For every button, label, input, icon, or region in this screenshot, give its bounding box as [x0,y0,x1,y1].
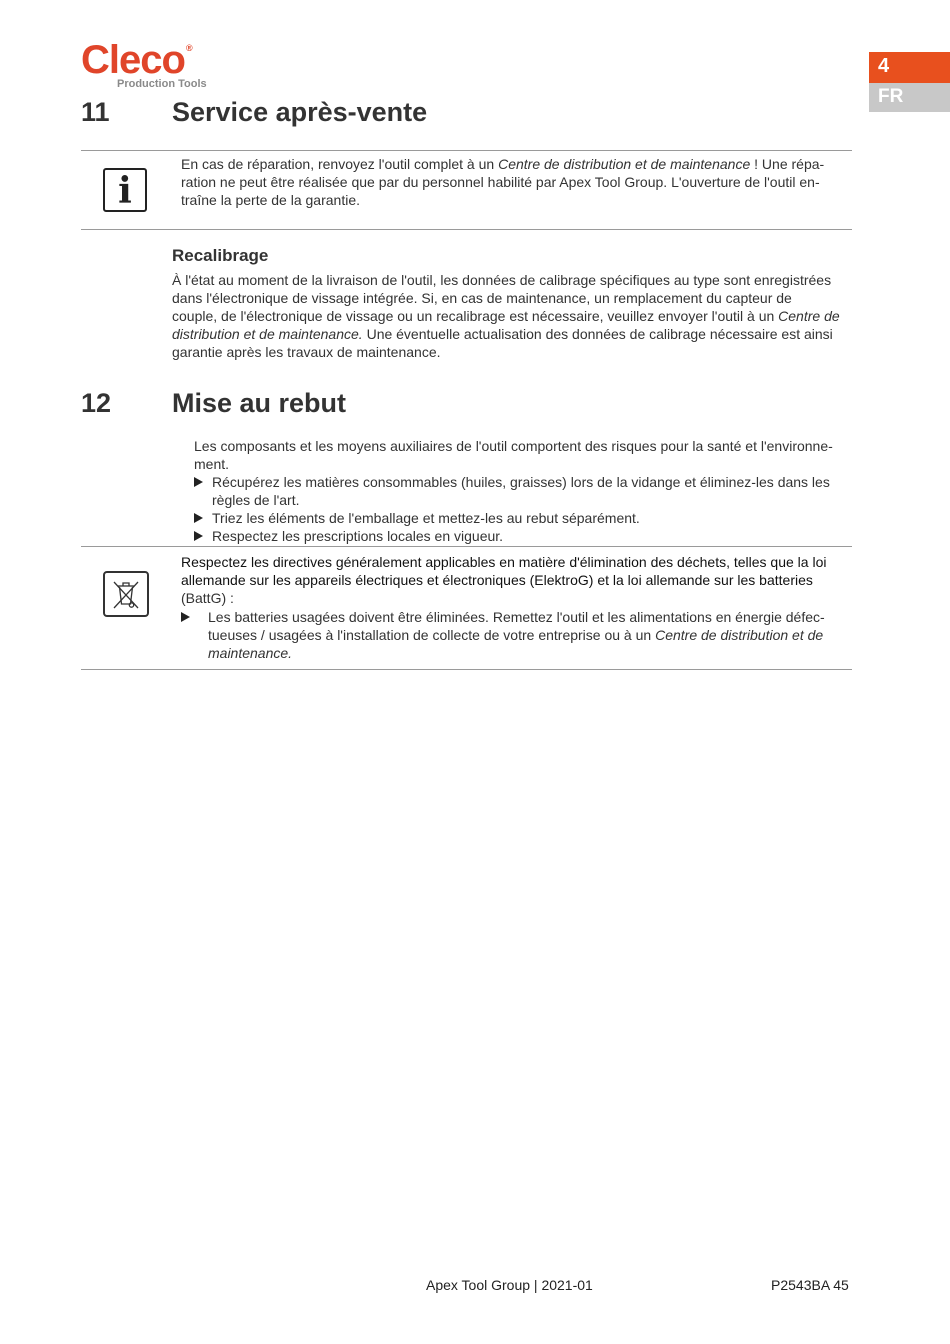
section-11-number: 11 [81,97,110,127]
footer-publisher: Apex Tool Group | 2021-01 [426,1277,593,1293]
disposal-intro-line-2: ment. [194,456,230,472]
triangle-bullet-icon [194,477,203,487]
disposal-body [194,437,854,545]
chapter-tab: 4 [869,52,950,83]
logo-registered-mark: ® [185,43,192,53]
recalibrage-line-3: couple, de l'électronique de vissage ou un recalibrage est nécessaire, veuillez envoyer l'outil à un Centre de [172,308,840,324]
recalibrage-line-4: distribution et de maintenance. Une éventuelle actualisation des données de calibrage nécessaire est ainsi [172,326,833,342]
service-notice-line-3: traîne la perte de la garantie. [181,192,361,208]
weee-bullet-list [181,608,851,662]
divider [81,546,852,547]
footer-page-number: P2543BA 45 [771,1277,849,1293]
divider [81,229,852,230]
section-12-number: 12 [81,388,112,418]
language-tab: FR [869,83,950,112]
weee-notice [181,553,851,662]
divider [81,150,852,151]
service-notice-line-1: En cas de réparation, renvoyez l'outil complet à un Centre de distribution et de maintenance ! Une répa- [181,156,825,172]
info-icon: i [103,168,147,212]
recalibrage-line-1: À l'état au moment de la livraison de l'outil, les données de calibrage spécifiques au type sont enregistrées [172,272,832,288]
section-12-title: Mise au rebut [172,388,347,418]
disposal-bullet-list [194,473,854,545]
logo-wordmark: Cleco [81,38,185,82]
recalibrage-line-5: garantie après les travaux de maintenance. [172,344,441,360]
service-notice-line-2: ration ne peut être réalisée que par du personnel habilité par Apex Tool Group. L'ouverture de l'outil en- [181,174,820,190]
weee-line-3: (BattG) : [181,590,234,606]
logo-tagline: Production Tools [117,78,207,90]
weee-line-1: Respectez les directives généralement applicables en matière d'élimination des déchets, telles que la loi [181,554,827,570]
cleco-logo [81,40,192,80]
triangle-bullet-icon [194,531,203,541]
list-item: Les batteries usagées doivent être éliminées. Remettez l'outil et les alimentations en énergie défec- tueuses / usagées à l'installation de collecte de votre entreprise ou à un Centre de distribution et de maintenance. [181,608,851,662]
recalibrage-line-2: dans l'électronique de vissage intégrée. Si, en cas de maintenance, un remplacement du capteur de [172,290,792,306]
disposal-intro-line-1: Les composants et les moyens auxiliaires de l'outil comportent des risques pour la santé et l'environne- [194,438,833,454]
recalibrage-body [172,271,852,361]
list-item: Respectez les prescriptions locales en vigueur. [194,527,854,545]
list-item: Récupérez les matières consommables (huiles, graisses) lors de la vidange et éliminez-les dans les règles de l'art. [194,473,854,509]
divider [81,669,852,670]
triangle-bullet-icon [194,513,203,523]
recalibrage-heading: Recalibrage [172,246,269,265]
crossed-bin-icon [103,571,149,617]
list-item: Triez les éléments de l'emballage et mettez-les au rebut séparément. [194,509,854,527]
weee-line-2: allemande sur les appareils électriques et électroniques (ElektroG) et la loi allemande sur les batteries [181,572,813,588]
service-notice [181,155,851,209]
triangle-bullet-icon [181,612,190,622]
section-11-title: Service après-vente [172,97,428,127]
